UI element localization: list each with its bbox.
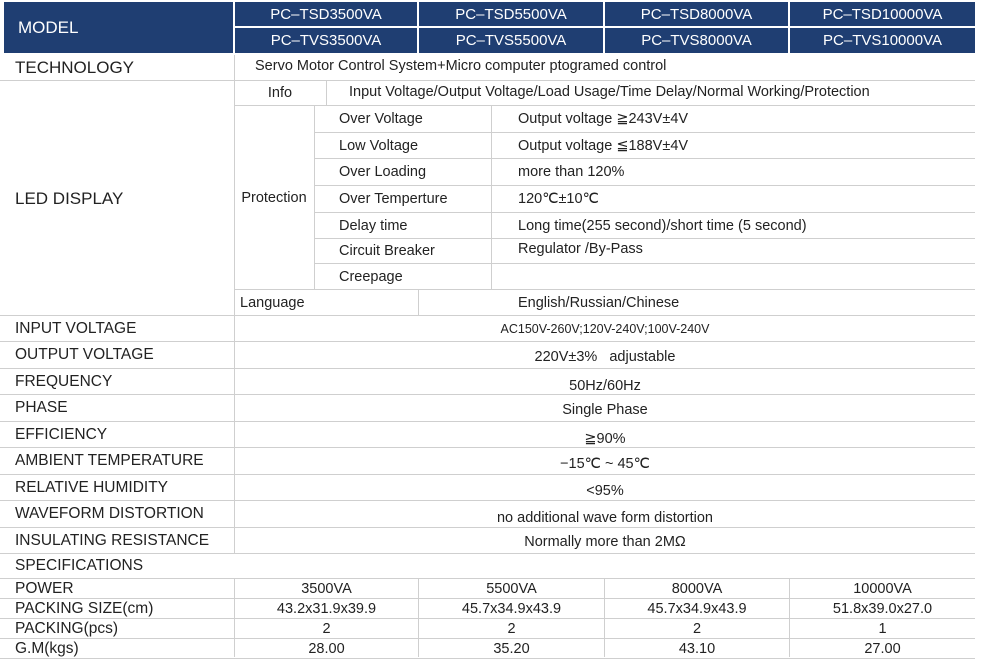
protection-name-over-voltage: Over Voltage	[339, 111, 423, 127]
protection-name-circuit-breaker: Circuit Breaker	[339, 243, 435, 259]
packing-size-value-3: 45.7x34.9x43.9	[647, 600, 747, 617]
row-label-power: POWER	[15, 579, 74, 597]
packing-pcs-value-3: 2	[692, 620, 702, 637]
protection-value-over-loading: more than 120%	[518, 164, 625, 180]
gross-mass-value-4: 27.00	[864, 640, 901, 657]
model-tsd-2: PC–TSD5500VA	[419, 2, 603, 26]
spec-value-ambient-temperature: −15℃ ~ 45℃	[560, 456, 650, 472]
packing-size-value-1: 43.2x31.9x39.9	[276, 600, 377, 617]
spec-label-phase: PHASE	[15, 399, 68, 416]
spec-value-output-voltage: 220V±3% adjustable	[534, 349, 676, 365]
gross-mass-value-3: 43.10	[678, 640, 716, 657]
language-value: English/Russian/Chinese	[518, 294, 680, 311]
protection-name-creepage: Creepage	[339, 269, 403, 285]
row-label-gross-mass: G.M(kgs)	[15, 639, 79, 657]
model-label: MODEL	[18, 17, 79, 37]
model-tvs-3: PC–TVS8000VA	[605, 28, 788, 53]
protection-name-delay-time: Delay time	[339, 217, 408, 234]
gross-mass-value-2: 35.20	[493, 640, 530, 657]
protection-name-over-loading: Over Loading	[339, 164, 427, 180]
protection-value-over-temperture: 120℃±10℃	[518, 191, 599, 207]
row-label-packing-size: PACKING SIZE(cm)	[15, 599, 154, 617]
power-value-2: 5500VA	[486, 580, 537, 597]
packing-size-value-2: 45.7x34.9x43.9	[461, 600, 562, 617]
spec-value-frequency: 50Hz/60Hz	[569, 378, 641, 394]
technology-value: Servo Motor Control System+Micro computer ptogramed control	[255, 58, 667, 74]
power-value-1: 3500VA	[301, 580, 352, 597]
protection-value-low-voltage: Output voltage ≦188V±4V	[518, 137, 689, 154]
spec-value-input-voltage: AC150V-260V;120V-240V;100V-240V	[500, 321, 710, 336]
technology-label: TECHNOLOGY	[15, 58, 135, 77]
spec-label-frequency: FREQUENCY	[15, 372, 113, 390]
spec-label-efficiency: EFFICIENCY	[15, 425, 108, 443]
model-tvs-1: PC–TVS3500VA	[235, 28, 417, 53]
model-header	[4, 2, 233, 53]
protection-name-low-voltage: Low Voltage	[339, 137, 419, 154]
packing-pcs-value-4: 1	[878, 620, 887, 637]
model-tvs-2: PC–TVS5500VA	[419, 28, 603, 53]
packing-pcs-value-2: 2	[507, 620, 516, 637]
info-value: Input Voltage/Output Voltage/Load Usage/Time Delay/Normal Working/Protection	[349, 84, 870, 100]
protection-value-circuit-breaker: Regulator /By-Pass	[518, 241, 643, 257]
spec-label-insulating-resistance: INSULATING RESISTANCE	[15, 531, 210, 549]
protection-value-delay-time: Long time(255 second)/short time (5 second)	[518, 217, 807, 234]
packing-pcs-value-1: 2	[322, 620, 331, 637]
protection-value-over-voltage: Output voltage ≧243V±4V	[518, 111, 689, 127]
spec-label-waveform-distortion: WAVEFORM DISTORTION	[15, 505, 204, 522]
model-tvs-4: PC–TVS10000VA	[790, 28, 975, 53]
spec-label-ambient-temperature: AMBIENT TEMPERATURE	[15, 452, 204, 469]
packing-size-value-4: 51.8x39.0x27.0	[832, 600, 933, 617]
row-label-packing-pcs: PACKING(pcs)	[15, 619, 119, 637]
led-display-label: LED DISPLAY	[15, 188, 124, 208]
specifications-label: SPECIFICATIONS	[15, 557, 144, 574]
spec-value-waveform-distortion: no additional wave form distortion	[496, 510, 713, 526]
model-tsd-1: PC–TSD3500VA	[235, 2, 417, 26]
spec-value-insulating-resistance: Normally more than 2MΩ	[524, 534, 686, 550]
spec-label-relative-humidity: RELATIVE HUMIDITY	[15, 478, 169, 496]
model-tsd-3: PC–TSD8000VA	[605, 2, 788, 26]
protection-label: Protection	[241, 189, 307, 206]
power-value-3: 8000VA	[671, 580, 723, 597]
spec-label-output-voltage: OUTPUT VOLTAGE	[15, 346, 154, 363]
power-value-4: 10000VA	[853, 580, 912, 597]
spec-value-phase: Single Phase	[562, 402, 648, 418]
spec-label-input-voltage: INPUT VOLTAGE	[15, 319, 137, 337]
protection-name-over-temperture: Over Temperture	[339, 191, 448, 207]
spec-value-relative-humidity: <95%	[586, 483, 624, 499]
info-label: Info	[267, 85, 293, 101]
spec-value-efficiency: ≧90%	[584, 431, 626, 447]
language-label: Language	[240, 294, 305, 311]
model-tsd-4: PC–TSD10000VA	[790, 2, 975, 26]
gross-mass-value-1: 28.00	[308, 640, 345, 657]
protection-value-creepage	[518, 264, 958, 290]
